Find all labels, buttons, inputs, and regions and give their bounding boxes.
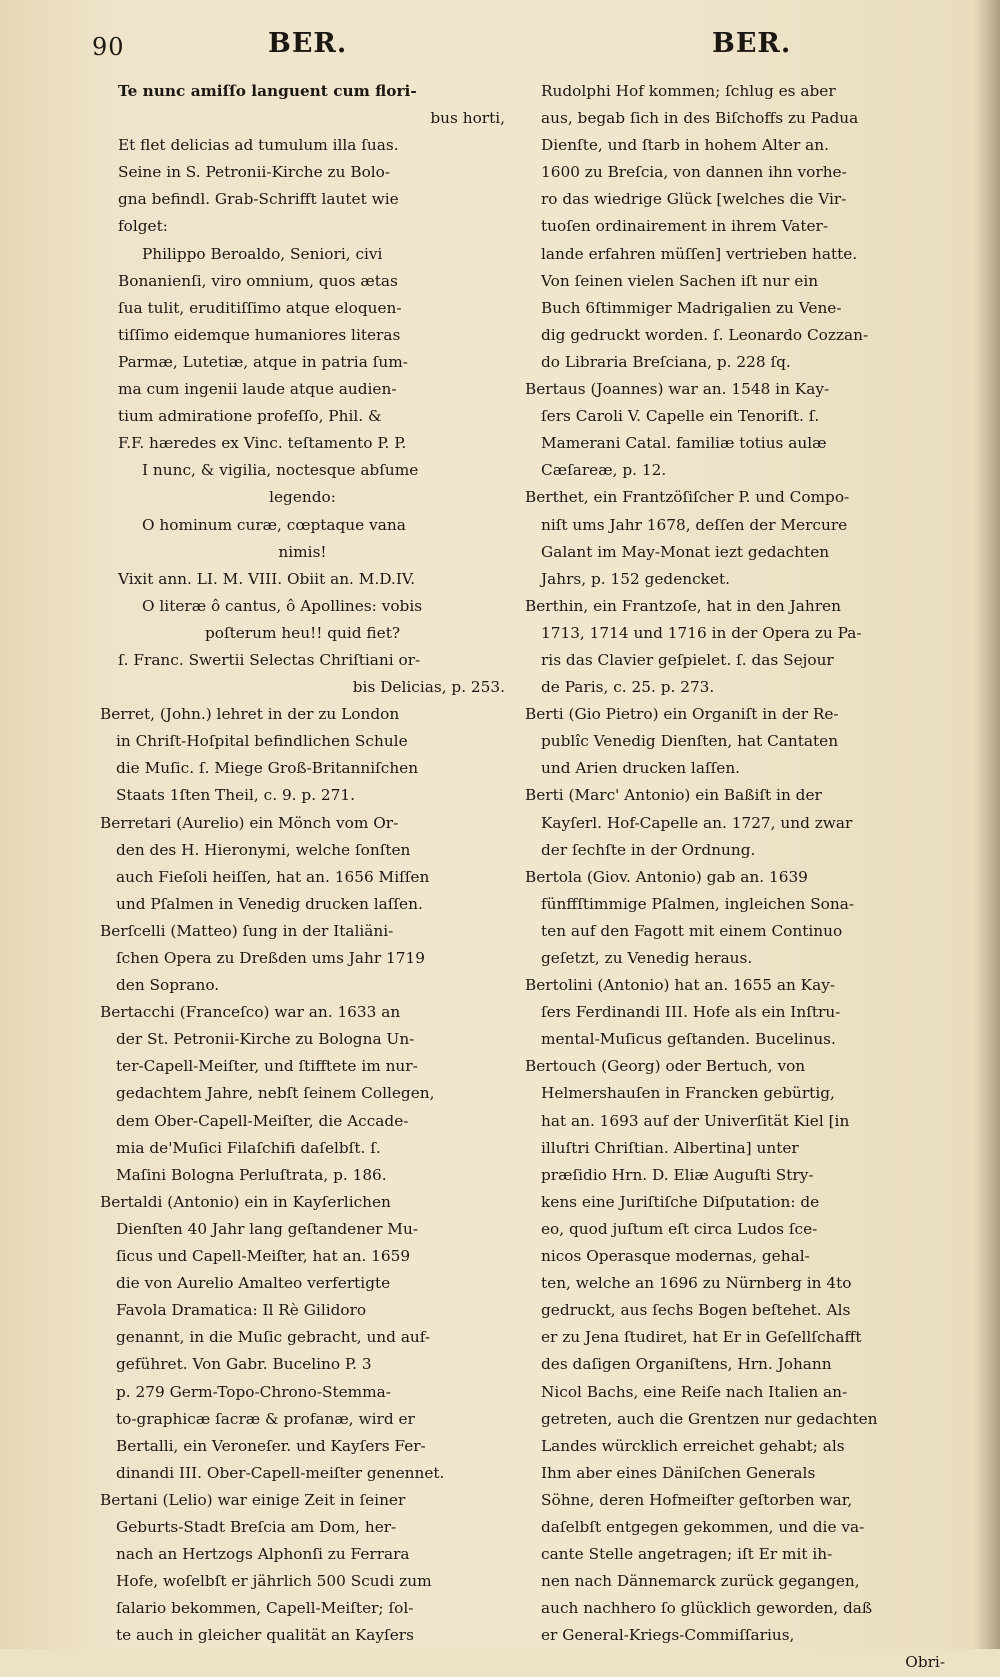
text-line: ris das Clavier geſpielet. ſ. das Sejour — [541, 650, 834, 669]
text-line: dinandi III. Ober-Capell-meiſter genennet. — [116, 1463, 445, 1482]
text-line: tuoſen ordinairement in ihrem Vater- — [541, 217, 829, 236]
text-line: ſicus und Capell-Meiſter, hat an. 1659 — [116, 1247, 411, 1266]
text-line: O literæ ô cantus, ô Apollines: vobis — [142, 596, 423, 615]
text-line: publîc Venedig Dienſten, hat Cantaten — [541, 732, 839, 751]
text-line: Obri- — [905, 1653, 945, 1672]
running-head-left: BER. — [268, 28, 348, 59]
text-line: geſetzt, zu Venedig heraus. — [541, 949, 753, 967]
text-line: Te nunc amiſſo languent cum flori- — [118, 82, 417, 100]
text-line: des daſigen Organiſtens, Hrn. Johann — [541, 1355, 832, 1374]
left-text-column — [100, 78, 505, 1649]
text-line: ma cum ingenii laude atque audien- — [118, 380, 397, 399]
text-line: to-graphicæ ſacræ & profanæ, wird er — [116, 1409, 415, 1428]
text-line: 1600 zu Breſcia, von dannen ihn vorhe- — [541, 163, 847, 182]
text-line: Bertouch (Georg) oder Bertuch, von — [525, 1057, 806, 1076]
text-line: Kayſerl. Hof-Capelle an. 1727, und zwar — [541, 813, 853, 832]
text-line: nimis! — [278, 542, 327, 561]
text-line: Philippo Beroaldo, Seniori, civi — [142, 244, 383, 263]
text-line: Mamerani Catal. familiæ totius aulæ — [541, 434, 827, 453]
text-line: Bertolini (Antonio) hat an. 1655 an Kay- — [525, 976, 836, 995]
text-line: Berthet, ein Frantzöſiſcher P. und Compo- — [525, 488, 850, 507]
page-number: 90 — [92, 33, 125, 61]
text-line: nach an Hertzogs Alphonſi zu Ferrara — [116, 1545, 410, 1564]
text-line: de Paris, c. 25. p. 273. — [541, 678, 715, 697]
text-line: Buch 6ſtimmiger Madrigalien zu Vene- — [541, 298, 842, 317]
text-line: daſelbſt entgegen gekommen, und die va- — [541, 1517, 865, 1536]
text-line: die von Aurelio Amalteo verfertigte — [116, 1274, 391, 1293]
text-line: nen nach Dännemarck zurück gegangen, — [541, 1572, 860, 1591]
text-line: gna befindl. Grab-Schrifft lautet wie — [118, 190, 399, 209]
text-line: und Pſalmen in Venedig drucken laſſen. — [116, 894, 423, 913]
text-line: Seine in S. Petronii-Kirche zu Bolo- — [118, 163, 391, 182]
text-line: ſ. Franc. Swertii Selectas Chriſtiani or- — [118, 650, 421, 669]
text-line: Dienſten 40 Jahr lang geſtandener Mu- — [116, 1219, 418, 1238]
text-line: dem Ober-Capell-Meiſter, die Accade- — [116, 1111, 409, 1130]
text-line: O hominum curæ, cœptaque vana — [142, 515, 406, 534]
text-line: poſterum heu!! quid fiet? — [204, 623, 401, 642]
text-line: Cæſareæ, p. 12. — [541, 461, 667, 480]
text-line: præſidio Hrn. D. Eliæ Auguſti Stry- — [541, 1165, 814, 1184]
text-line: getreten, auch die Grentzen nur gedachten — [541, 1409, 878, 1428]
text-line: Galant im May-Monat iezt gedachten — [541, 542, 830, 561]
text-line: ro das wiedrige Glück [welches die Vir- — [541, 190, 847, 209]
text-line: Bonanienſi, viro omnium, quos ætas — [118, 271, 398, 290]
text-line: Staats 1ſten Theil, c. 9. p. 271. — [116, 786, 355, 805]
text-line: 1713, 1714 und 1716 in der Opera zu Pa- — [541, 623, 862, 642]
text-line: Nicol Bachs, eine Reiſe nach Italien an- — [541, 1382, 848, 1401]
text-line: er zu Jena ſtudiret, hat Er in Geſellſchafft — [541, 1328, 862, 1347]
text-line: eo, quod juſtum eſt circa Ludos ſce- — [541, 1219, 818, 1238]
text-line: folget: — [118, 217, 168, 236]
text-line: Bertaldi (Antonio) ein in Kayſerlichen — [100, 1192, 391, 1211]
text-line: niſt ums Jahr 1678, deſſen der Mercure — [541, 515, 848, 534]
text-line: ſalario bekommen, Capell-Meiſter; ſol- — [116, 1599, 414, 1618]
text-line: ten auf den Fagott mit einem Continuo — [541, 921, 843, 940]
text-line: mia de'Muſici Filaſchifi daſelbſt. ſ. — [116, 1138, 381, 1157]
text-line: dig gedruckt worden. ſ. Leonardo Cozzan- — [541, 325, 869, 344]
text-line: Favola Dramatica: Il Rè Gilidoro — [116, 1301, 367, 1320]
text-line: Von ſeinen vielen Sachen iſt nur ein — [541, 271, 819, 290]
text-line: Parmæ, Lutetiæ, atque in patria ſum- — [118, 352, 408, 371]
text-line: der St. Petronii-Kirche zu Bologna Un- — [116, 1030, 415, 1049]
text-line: hat an. 1693 auf der Univerſität Kiel [in — [541, 1111, 850, 1130]
text-line: Maſini Bologna Perluſtrata, p. 186. — [116, 1165, 387, 1184]
text-line: Berti (Marc' Antonio) ein Baßiſt in der — [525, 786, 822, 805]
text-line: auch Fieſoli heiſſen, hat an. 1656 Miſſen — [116, 867, 430, 886]
text-line: den des H. Hieronymi, welche ſonſten — [116, 840, 411, 859]
text-line: Berſcelli (Matteo) ſung in der Italiäni- — [100, 921, 394, 940]
text-line: Hofe, woſelbſt er jährlich 500 Scudi zum — [116, 1572, 432, 1591]
text-line: der ſechſte in der Ordnung. — [541, 840, 756, 859]
page-edge-shadow — [974, 0, 1000, 1649]
text-line: I nunc, & vigilia, noctesque abſume — [142, 461, 419, 480]
text-line: Bertacchi (Franceſco) war an. 1633 an — [100, 1003, 401, 1022]
text-line: ſers Caroli V. Capelle ein Tenoriſt. ſ. — [541, 407, 820, 426]
text-line: mental-Muſicus geſtanden. Bucelinus. — [541, 1030, 836, 1049]
text-line: Geburts-Stadt Breſcia am Dom, her- — [116, 1517, 397, 1536]
text-line: genannt, in die Muſic gebracht, und auf- — [116, 1328, 431, 1347]
text-line: do Libraria Breſciana, p. 228 ſq. — [541, 352, 791, 371]
text-line: Bertalli, ein Veroneſer. und Kayſers Fer- — [116, 1436, 426, 1455]
text-line: Helmershauſen in Francken gebürtig, — [541, 1084, 835, 1103]
text-line: Landes würcklich erreichet gehabt; als — [541, 1436, 845, 1455]
text-line: lande erfahren müſſen] vertrieben hatte. — [541, 244, 858, 263]
right-text-column — [525, 78, 945, 1677]
text-line: Jahrs, p. 152 gedencket. — [541, 569, 731, 588]
text-line: ter-Capell-Meiſter, und ſtifftete im nur- — [116, 1057, 418, 1076]
text-line: illuſtri Chriſtian. Albertina] unter — [541, 1138, 799, 1157]
text-line: Berretari (Aurelio) ein Mönch vom Or- — [100, 813, 399, 832]
text-line: Bertaus (Joannes) war an. 1548 in Kay- — [525, 380, 830, 399]
text-line: ten, welche an 1696 zu Nürnberg in 4to — [541, 1274, 852, 1293]
text-line: ſers Ferdinandi III. Hofe als ein Inſtru- — [541, 1003, 841, 1022]
text-line: nicos Operasque modernas, gehal- — [541, 1247, 810, 1266]
text-line: legendo: — [269, 488, 336, 507]
text-line: in Chriſt-Hoſpital befindlichen Schule — [116, 732, 408, 751]
text-line: Dienſte, und ſtarb in hohem Alter an. — [541, 136, 829, 155]
text-line: den Soprano. — [116, 976, 220, 995]
text-line: fünffſtimmige Pſalmen, ingleichen Sona- — [541, 894, 855, 913]
text-line: Bertola (Giov. Antonio) gab an. 1639 — [525, 867, 808, 886]
text-line: te auch in gleicher qualität an Kayſers — [116, 1626, 414, 1645]
text-line: tiſſimo eidemque humaniores literas — [118, 325, 401, 344]
text-line: gedachtem Jahre, nebſt ſeinem Collegen, — [116, 1084, 435, 1103]
text-line: Berret, (John.) lehret in der zu London — [100, 705, 400, 724]
text-line: aus, begab ſich in des Biſchoffs zu Padua — [541, 109, 859, 128]
text-line: tium admiratione profeſſo, Phil. & — [118, 407, 382, 426]
running-head-right: BER. — [712, 28, 792, 59]
text-line: p. 279 Germ-Topo-Chrono-Stemma- — [116, 1382, 391, 1401]
text-line: bis Delicias, p. 253. — [352, 678, 505, 697]
text-line: Berthin, ein Frantzoſe, hat in den Jahren — [525, 596, 841, 615]
text-line: Vixit ann. LI. M. VIII. Obiit an. M.D.IV. — [118, 569, 416, 588]
text-line: und Arien drucken laſſen. — [541, 759, 741, 778]
text-line: er General-Kriegs-Commiſſarius, — [541, 1626, 795, 1645]
text-line: Bertani (Lelio) war einige Zeit in ſeiner — [100, 1490, 406, 1509]
text-line: ſchen Opera zu Dreßden ums Jahr 1719 — [116, 949, 425, 967]
text-line: Et flet delicias ad tumulum illa ſuas. — [118, 136, 399, 155]
text-line: Ihm aber eines Däniſchen Generals — [541, 1463, 816, 1482]
text-line: kens eine Juriſtiſche Diſputation: de — [541, 1192, 820, 1211]
text-line: ſua tulit, eruditiſſimo atque eloquen- — [118, 298, 402, 317]
text-line: F.F. hæredes ex Vinc. teſtamento P. P. — [118, 434, 407, 453]
text-line: Söhne, deren Hofmeiſter geſtorben war, — [541, 1490, 853, 1509]
text-line: auch nachhero ſo glücklich geworden, daß — [541, 1599, 873, 1618]
text-line: die Muſic. ſ. Miege Groß-Britanniſchen — [116, 759, 419, 778]
text-line: geführet. Von Gabr. Bucelino P. 3 — [116, 1355, 372, 1374]
text-line: Berti (Gio Pietro) ein Organiſt in der Re- — [525, 705, 839, 724]
text-line: bus horti, — [430, 109, 505, 128]
text-line: Rudolphi Hof kommen; ſchlug es aber — [541, 82, 836, 100]
text-line: gedruckt, aus ſechs Bogen beſtehet. Als — [541, 1301, 851, 1320]
text-line: cante Stelle angetragen; iſt Er mit ih- — [541, 1545, 833, 1564]
